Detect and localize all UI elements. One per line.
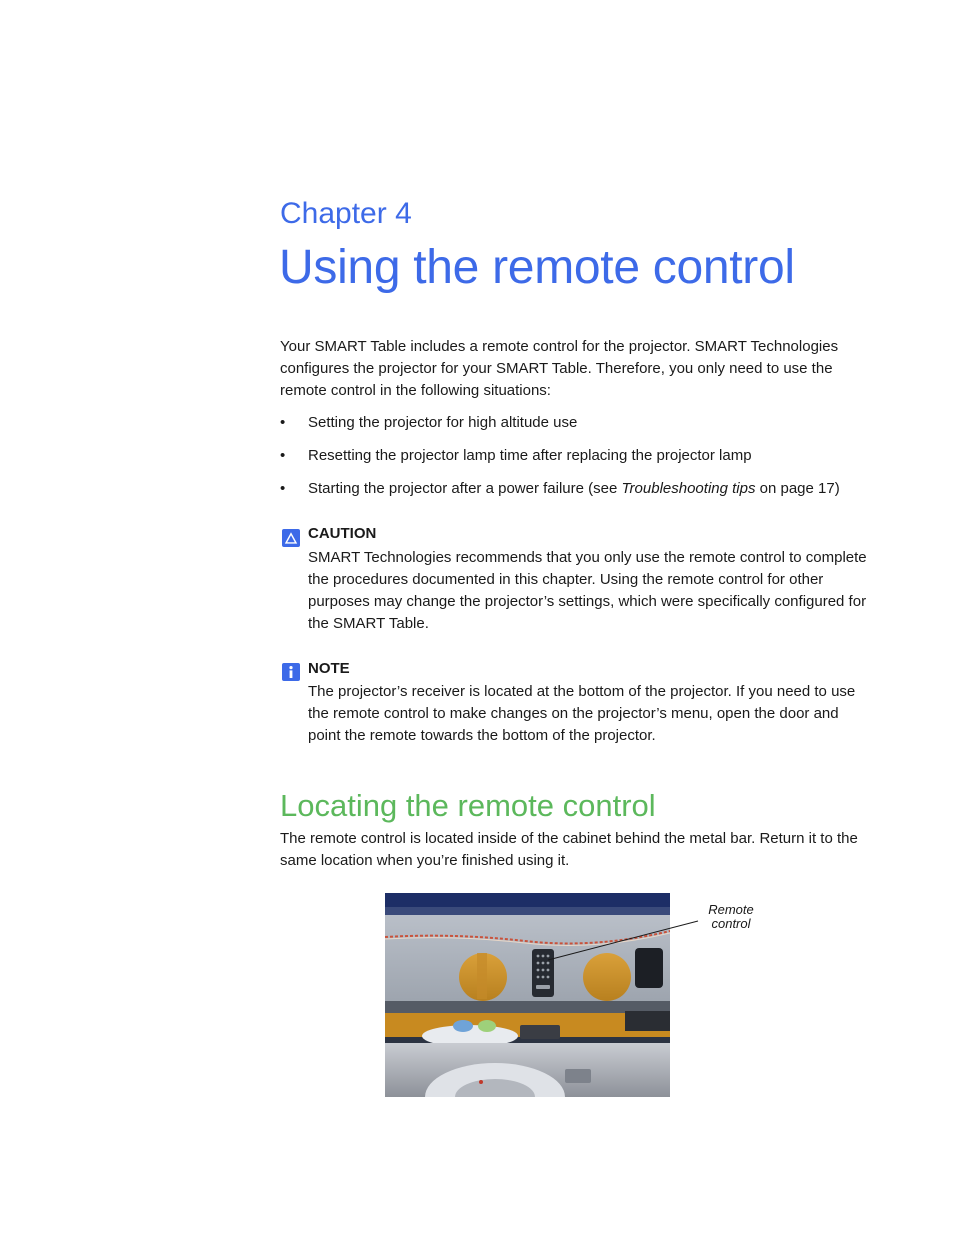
chapter-title: Using the remote control: [279, 241, 795, 294]
callout-line-2: control: [711, 916, 751, 931]
bullet-text-suffix: on page 17): [755, 480, 840, 497]
intro-paragraph: Your SMART Table includes a remote control for the projector. SMART Technologies configures the projector for your SMART Table. Therefore, you only need to use the remote control in the following situations:: [280, 338, 839, 399]
caution-body: SMART Technologies recommends that you only use the remote control to complete the procedures documented in this chapter. Using the remote control for other purposes may change the projector’s settings, which were specifically configured for the SMART Table.: [308, 549, 867, 632]
caution-heading: CAUTION: [308, 525, 377, 542]
bullet-symbol: •: [280, 480, 286, 497]
bullet-symbol: •: [280, 447, 286, 464]
section-paragraph: The remote control is located inside of the cabinet behind the metal bar. Return it to the same location when you’re finished using it.: [280, 830, 858, 869]
bullet-text-prefix: Starting the projector after a power failure (see: [308, 480, 622, 497]
callout-leader-line: [540, 915, 710, 965]
bullet-symbol: •: [280, 414, 286, 431]
note-body: The projector’s receiver is located at the bottom of the projector. If you need to use the remote control to make changes on the projector’s menu, open the door and point the remote towards the bottom of the projector.: [308, 683, 856, 744]
chapter-label: Chapter 4: [280, 197, 412, 230]
cross-reference-link[interactable]: Troubleshooting tips: [621, 480, 756, 497]
note-heading: NOTE: [308, 660, 350, 677]
caution-triangle-icon: [282, 529, 300, 547]
bullet-text: Setting the projector for high altitude use: [308, 414, 578, 431]
bullet-text: [308, 478, 840, 500]
callout-line-1: Remote: [708, 902, 754, 917]
figure-callout: [697, 903, 765, 931]
bullet-text: Resetting the projector lamp time after replacing the projector lamp: [308, 447, 752, 464]
section-title: Locating the remote control: [280, 788, 656, 823]
info-icon: [282, 663, 300, 681]
